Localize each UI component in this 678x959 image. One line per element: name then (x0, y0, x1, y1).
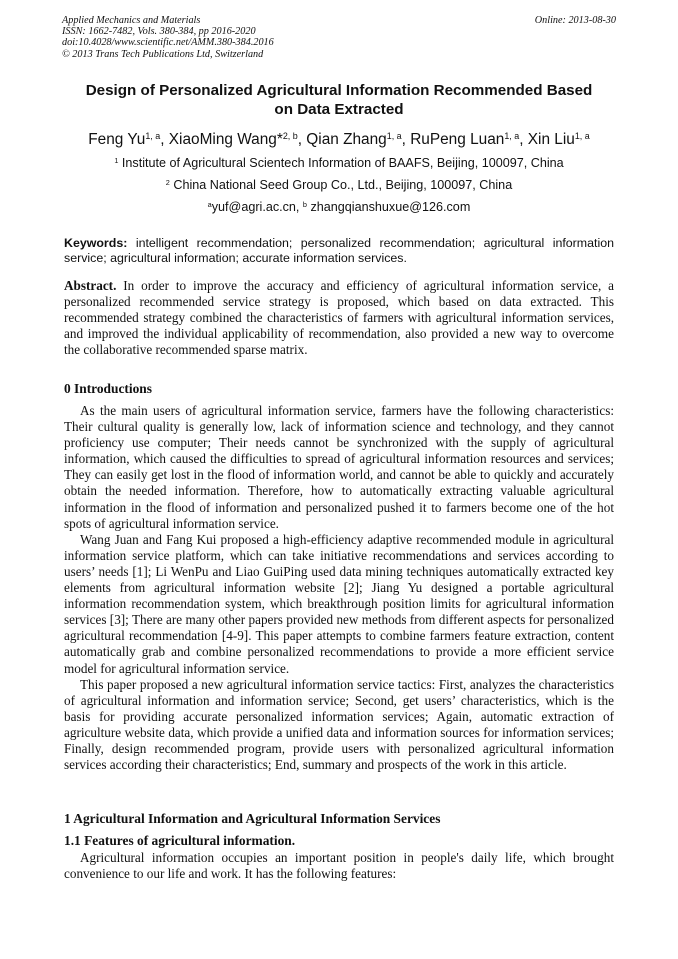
paragraph: This paper proposed a new agricultural information service tactics: First, analyzes the characteristics of agricultural information and information service; Second, get users’ characteristics, which is the basis for providing accurate personalized information services; Again, automatic extraction of agriculture website data, which provide a unified data and information sources for information services; Finally, design recommended program, provide users with personalized agricultural information services according their characteristics; End, summary and prospects of the work in this article. (64, 676, 614, 773)
author-list (40, 131, 638, 149)
title-line-2: on Data Extracted (274, 101, 404, 118)
affiliation-1: $^1$ Institute of Agricultural Scientech Information of BAAFS, Beijing, 100097, China (114, 155, 564, 170)
paper-title (62, 81, 616, 119)
keywords-label: Keywords: (64, 236, 128, 250)
section-1-1-body (64, 850, 614, 882)
paragraph: As the main users of agricultural information service, farmers have the following characteristics: Their cultural quality is generally low, lack of information science and technology, and they cannot proficiency use computer; Their needs cannot be synchronized with the supply of agricultural information, which caused the difficulties to spread of agricultural information resources and services; They can easily get lost in the flood of information world, and cannot be able to quickly and accurately obtain the needed information. Therefore, how to automatically extracting valuable agricultural information in the flood of information and personalized pushed it to farmers become one of the hot spots of agricultural information service. (64, 403, 614, 531)
paragraph: Agricultural information occupies an important position in people's daily life, which brought convenience to our life and work. It has the following features: (64, 850, 614, 882)
online-date: Online: 2013-08-30 (534, 15, 616, 26)
keywords (64, 236, 614, 266)
section-heading-introductions: 0 Introductions (64, 381, 152, 396)
author: RuPeng Luan$^{1, a}$, (410, 131, 528, 148)
journal-header (62, 15, 616, 60)
section-heading-1: 1 Agricultural Information and Agricultural Information Services (64, 811, 441, 826)
keywords-text: intelligent recommendation; personalized recommendation; agricultural information service; agricultural information; accurate information services. (64, 236, 614, 265)
affiliation-2: $^2$ China National Seed Group Co., Ltd., Beijing, 100097, China (165, 177, 513, 192)
abstract (64, 278, 614, 358)
introduction-body (64, 403, 614, 773)
paragraph: Wang Juan and Fang Kui proposed a high-efficiency adaptive recommended module in agricultural information service platform, which can take initiative recommendations and services according to users’ needs [1]; Li WenPu and Liao GuiPing used data mining techniques automatically extracted key elements from agricultural information website [2]; Jiang Yu designed a portable agricultural information recommendation system, which breakthrough position limits for agricultural information services [3]; There are many other papers provided new methods from different aspects for personalized agricultural recommendation [4-9]. This paper attempts to combine farmers feature extraction, content automatically grab and combine personalized recommendations to provide a more efficient service model for agricultural information service. (64, 531, 614, 676)
author: XiaoMing Wang*$^{2, b}$, (168, 131, 307, 148)
author: Feng Yu$^{1, a}$, (88, 131, 169, 148)
abstract-text: In order to improve the accuracy and efficiency of agricultural information service, a personalized recommended service strategy is proposed, which based on data extracted. This recommended strategy combined the characteristics of farmers with agricultural information services, and improved the individual applicability of recommendation, also provided a new way to overcome the collaborative recommended sparse matrix. (64, 278, 614, 358)
abstract-label: Abstract. (64, 278, 117, 293)
author: Xin Liu$^{1, a}$ (527, 131, 590, 148)
issn-line: ISSN: 1662-7482, Vols. 380-384, pp 2016-2020 (62, 26, 256, 38)
subsection-heading-1-1: 1.1 Features of agricultural information. (64, 833, 296, 848)
author: Qian Zhang$^{1, a}$, (306, 131, 411, 148)
copyright-line: © 2013 Trans Tech Publications Ltd, Switzerland (62, 48, 264, 60)
journal-name: Applied Mechanics and Materials (62, 15, 201, 26)
title-line-1: Design of Personalized Agricultural Information Recommended Based (85, 82, 593, 99)
doi-line: doi:10.4028/www.scientific.net/AMM.380-384.2016 (62, 37, 274, 49)
email-line: $^a$yuf@agri.ac.cn, $^b$ zhangqianshuxue@126.com (207, 199, 471, 214)
